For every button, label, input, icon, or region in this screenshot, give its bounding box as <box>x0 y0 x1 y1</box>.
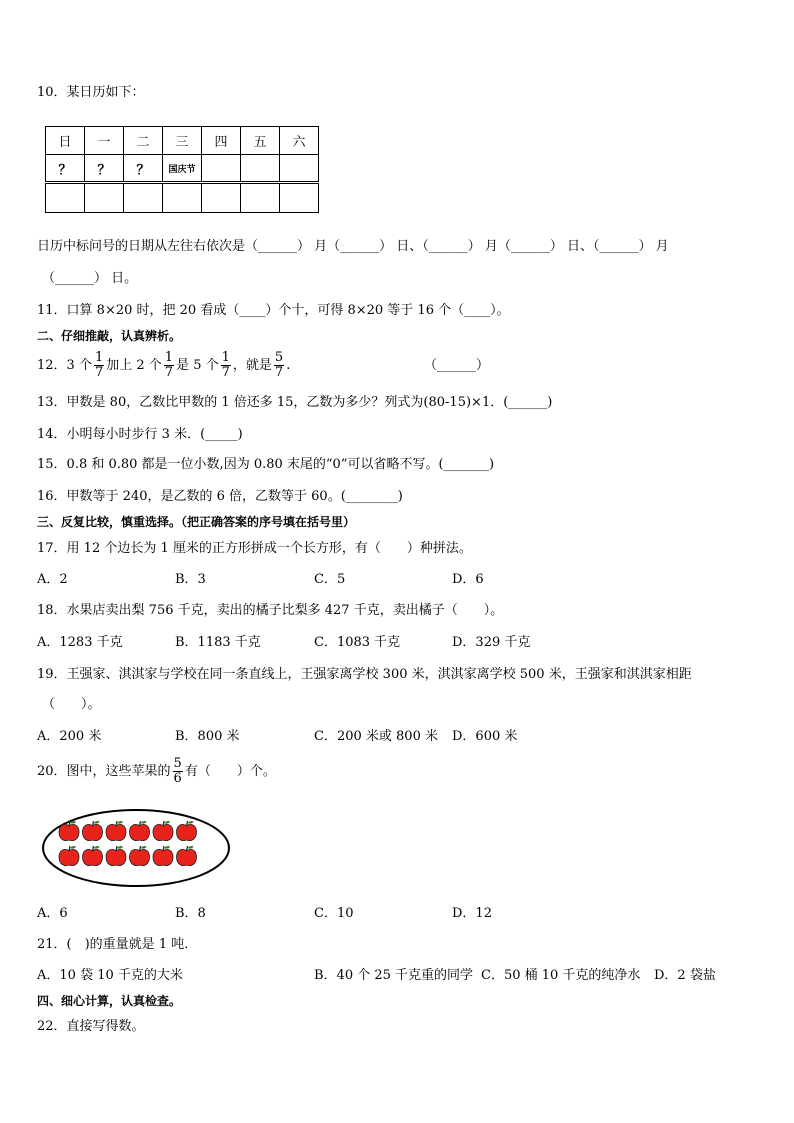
q17-option-c: C．5 <box>314 572 346 587</box>
numerator: 1 <box>94 350 104 365</box>
q17-option-a: A．2 <box>37 572 68 587</box>
section2-heading: 二、仔细推敲，认真辨析。 <box>37 329 182 343</box>
q16-text: 16．甲数等于 240，是乙数的 6 倍，乙数等于 60。(________) <box>37 489 403 504</box>
calendar-cell: ？ <box>124 155 163 183</box>
numerator: 5 <box>173 756 182 771</box>
calendar-header-cell: 五 <box>241 127 280 155</box>
q19-line2: （ ）。 <box>42 697 101 712</box>
q17-option-b: B．3 <box>175 572 206 587</box>
calendar-cell <box>163 183 202 213</box>
q15-text: 15．0.8 和 0.80 都是一位小数,因为 0.80 末尾的“0”可以省略不写。(_______) <box>37 457 495 472</box>
q13-text: 13．甲数是 80，乙数比甲数的 1 倍还多 15，乙数为多少？列式为(80-15)×1．(______) <box>37 395 553 410</box>
calendar-header-cell: 四 <box>202 127 241 155</box>
q12-text <box>37 350 290 382</box>
q20-option-c: C．10 <box>314 906 354 921</box>
numerator: 1 <box>164 350 174 365</box>
calendar-cell <box>241 183 280 213</box>
q14-text: 14．小明每小时步行 3 米．(_____) <box>37 427 243 442</box>
calendar-cell <box>85 183 124 213</box>
fraction <box>94 351 104 380</box>
calendar-cell <box>280 183 319 213</box>
section3-heading: 三、反复比较，慎重选择。（把正确答案的序号填在括号里） <box>37 515 356 529</box>
calendar-header-cell: 一 <box>85 127 124 155</box>
denominator: 7 <box>164 365 174 380</box>
q19-option-a: A．200 米 <box>37 729 102 744</box>
calendar-cell: ？ <box>85 155 124 183</box>
q18-option-a: A．1283 千克 <box>37 635 123 650</box>
calendar-cell <box>202 155 241 183</box>
q10-line1: 日历中标问号的日期从左往右依次是（______） 月（______） 日、（______） 月（______） 日、（______） 月 <box>37 239 669 254</box>
section4-heading: 四、细心计算，认真检查。 <box>37 994 182 1008</box>
q20-option-b: B．8 <box>175 906 206 921</box>
q21-option-d: D．2 袋盐 <box>654 968 716 983</box>
fraction <box>173 757 183 786</box>
q20-suffix: 有（ ）个。 <box>184 764 276 779</box>
q17-text: 17．用 12 个边长为 1 厘米的正方形拼成一个长方形，有（ ）种拼法。 <box>37 541 472 556</box>
q21-option-a: A．10 袋 10 千克的大米 <box>37 968 183 983</box>
q11-text: 11．口算 8×20 时，把 20 看成（____）个十，可得 8×20 等于 16 个（____）。 <box>37 303 510 318</box>
q19-option-c: C．200 米或 800 米 <box>314 729 438 744</box>
calendar-cell: 国庆节 <box>163 155 202 183</box>
q20-text <box>37 756 276 788</box>
q19-option-b: B．800 米 <box>175 729 240 744</box>
calendar-header-row <box>46 127 319 155</box>
q20-prefix: 20．图中，这些苹果的 <box>37 764 171 779</box>
denominator: 7 <box>94 365 104 380</box>
q12-prefix: 12．3 个 <box>37 358 92 373</box>
q17-option-d: D．6 <box>452 572 484 587</box>
q19-option-d: D．600 米 <box>452 729 518 744</box>
denominator: 7 <box>221 365 230 380</box>
apple-plate-figure <box>40 807 232 889</box>
fraction <box>221 351 231 380</box>
calendar-table <box>45 126 319 213</box>
calendar-cell: ？ <box>46 155 85 183</box>
calendar-cell <box>202 183 241 213</box>
q22-text: 22．直接写得数。 <box>37 1019 145 1034</box>
calendar-cell <box>46 183 85 213</box>
q10-line2: （______） 日。 <box>42 271 138 286</box>
q21-option-c: C．50 桶 10 千克的纯净水 <box>481 968 641 983</box>
fraction <box>164 351 174 380</box>
calendar-header-cell: 六 <box>280 127 319 155</box>
q20-option-d: D．12 <box>452 906 492 921</box>
q21-text: 21．( )的重量就是 1 吨． <box>37 937 198 952</box>
q18-option-b: B．1183 千克 <box>175 635 261 650</box>
calendar-cell <box>124 183 163 213</box>
calendar-cell <box>280 155 319 183</box>
q12-mid3: ，就是 <box>232 358 272 373</box>
fraction <box>274 351 284 380</box>
denominator: 7 <box>274 365 284 380</box>
q10-title: 10．某日历如下： <box>37 85 145 100</box>
q20-option-a: A．6 <box>37 906 68 921</box>
denominator: 6 <box>173 771 182 786</box>
calendar-empty-row <box>46 183 319 213</box>
calendar-header-cell: 三 <box>163 127 202 155</box>
q18-text: 18．水果店卖出梨 756 千克，卖出的橘子比梨多 427 千克，卖出橘子（ ）。 <box>37 603 504 618</box>
q12-mid1: 加上 2 个 <box>106 358 162 373</box>
q12-suffix: . <box>286 358 291 373</box>
calendar-header-cell: 二 <box>124 127 163 155</box>
calendar-header-cell: 日 <box>46 127 85 155</box>
q18-option-d: D．329 千克 <box>452 635 531 650</box>
q18-option-c: C．1083 千克 <box>314 635 401 650</box>
calendar-cell <box>241 155 280 183</box>
numerator: 5 <box>274 350 284 365</box>
calendar-date-row <box>46 155 319 183</box>
q12-answer-blank: （______） <box>424 358 490 373</box>
numerator: 1 <box>221 350 230 365</box>
q21-option-b: B．40 个 25 千克重的同学 <box>314 968 474 983</box>
q19-line1: 19．王强家、淇淇家与学校在同一条直线上，王强家离学校 300 米，淇淇家离学校 500 米，王强家和淇淇家相距 <box>37 667 692 682</box>
q12-mid2: 是 5 个 <box>176 358 219 373</box>
